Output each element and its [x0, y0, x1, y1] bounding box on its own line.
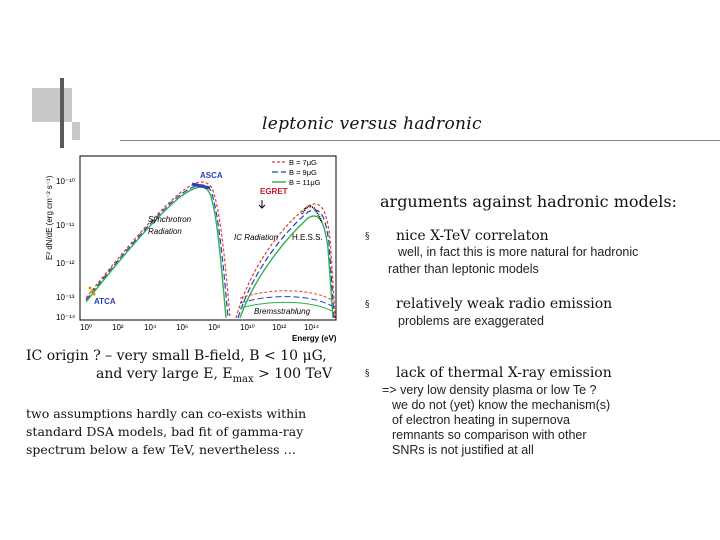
spectrum-figure	[40, 148, 342, 344]
argument-point: lack of thermal X-ray emission	[396, 365, 612, 381]
x-tick-label: 10⁴	[144, 323, 157, 332]
argument-sub: well, in fact this is more natural for hadronic	[398, 245, 639, 259]
bullet-icon: §	[365, 232, 370, 242]
y-tick-label: 10⁻¹⁴	[56, 313, 76, 322]
legend-item-b7: B = 7μG	[289, 158, 317, 167]
x-tick-label: 10¹⁰	[240, 323, 255, 332]
argument-sub: remnants so comparison with other	[392, 428, 587, 442]
argument-sub: => very low density plasma or low Te ?	[382, 383, 597, 397]
assumptions-line: spectrum below a few TeV, nevertheless …	[26, 442, 297, 457]
argument-sub: of electron heating in supernova	[392, 413, 570, 427]
ic-origin-line: IC origin ? – very small B-field, B < 10 μG,	[26, 348, 327, 364]
bullet-icon: §	[365, 369, 370, 379]
arguments-heading: arguments against hadronic models:	[380, 192, 677, 211]
decor-block-gray	[32, 88, 72, 122]
decor-bar-gray	[72, 122, 80, 140]
argument-sub: SNRs is not justified at all	[392, 443, 534, 457]
argument-sub: we do not (yet) know the mechanism(s)	[392, 398, 611, 412]
atca-label: ATCA	[94, 297, 116, 306]
y-tick-label: 10⁻¹³	[56, 293, 75, 302]
assumptions-line: standard DSA models, bad fit of gamma-ray	[26, 424, 304, 439]
argument-sub: rather than leptonic models	[388, 262, 539, 276]
x-tick-label: 10⁰	[80, 323, 93, 332]
y-tick-label: 10⁻¹¹	[56, 221, 75, 230]
argument-sub: problems are exaggerated	[398, 314, 544, 328]
x-tick-label: 10¹⁴	[304, 323, 319, 332]
legend-item-b9: B = 9μG	[289, 168, 317, 177]
ic-energy-post: > 100 TeV	[253, 366, 333, 382]
y-tick-label: 10⁻¹²	[56, 259, 75, 268]
x-tick-label: 10²	[112, 323, 124, 332]
egret-label: EGRET	[260, 187, 288, 196]
title-divider	[120, 140, 720, 141]
x-tick-label: 10⁶	[176, 323, 189, 332]
assumptions-line: two assumptions hardly can co-exists within	[26, 406, 307, 421]
x-axis-label: Energy (eV)	[292, 334, 337, 343]
asca-label: ASCA	[200, 171, 223, 180]
synchrotron-label: Synchrotron	[148, 215, 192, 224]
radiation-label: Radiation	[148, 227, 182, 236]
ic-energy-sub: max	[232, 373, 254, 385]
x-tick-label: 10⁸	[208, 323, 221, 332]
x-tick-label: 10¹²	[272, 323, 287, 332]
hess-label: H.E.S.S.	[292, 233, 323, 242]
slide-title: leptonic versus hadronic	[262, 114, 482, 134]
argument-point: nice X-TeV correlaton	[396, 228, 549, 244]
legend-item-b11: B = 11μG	[289, 178, 321, 187]
decor-bar-dark	[60, 78, 64, 148]
argument-point: relatively weak radio emission	[396, 296, 613, 312]
ic-radiation-label: IC Radiation	[234, 233, 279, 242]
y-tick-label: 10⁻¹⁰	[56, 177, 75, 186]
y-axis-label: E² dN/dE (erg cm⁻² s⁻¹)	[45, 175, 54, 260]
ic-energy-pre: and very large E, E	[96, 366, 233, 382]
bremsstrahlung-label: Bremsstrahlung	[254, 307, 311, 316]
bullet-icon: §	[365, 300, 370, 310]
ic-energy-line	[96, 366, 332, 385]
